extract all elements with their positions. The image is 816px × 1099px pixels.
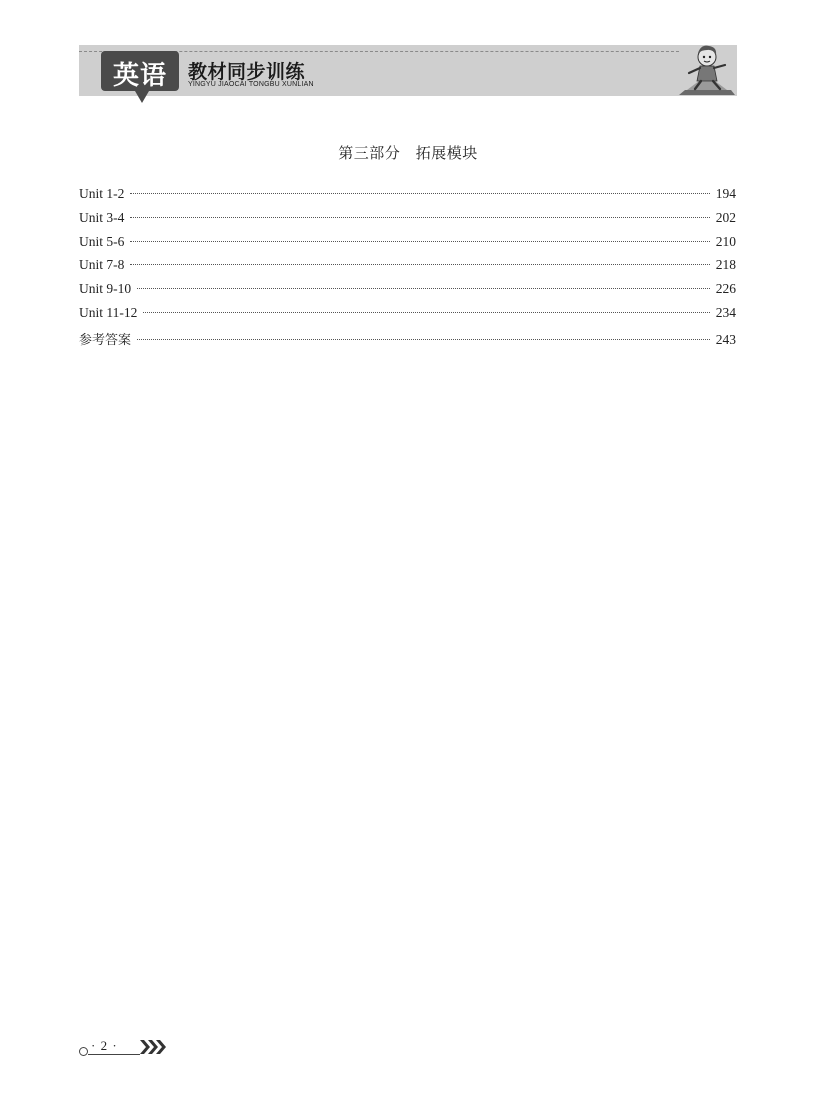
toc-entry-label: Unit 1-2	[79, 186, 125, 201]
series-title-pinyin: YINGYU JIAOCAI TONGBU XUNLIAN	[188, 81, 314, 88]
toc-entry[interactable]	[79, 329, 736, 353]
header-banner	[79, 45, 737, 96]
dot-leader	[137, 288, 710, 289]
toc-entry-label: Unit 9-10	[79, 281, 132, 297]
toc-entry[interactable]	[79, 281, 736, 305]
series-title: 教材同步训练	[188, 61, 306, 83]
toc-entry-page: 234	[715, 304, 736, 320]
toc-entry[interactable]	[79, 210, 736, 234]
toc-entry-page: 194	[715, 186, 736, 201]
toc-entry-page: 226	[715, 281, 736, 297]
subject-tag-label: 英语	[112, 61, 167, 91]
toc-entry[interactable]	[79, 186, 736, 210]
triple-chevron-right-icon	[139, 1039, 169, 1055]
subject-tag	[101, 51, 179, 91]
toc-entry-label: Unit 5-6	[79, 233, 125, 249]
dot-leader	[143, 312, 709, 313]
toc-entry-label: Unit 3-4	[79, 209, 125, 225]
section-title: 第三部分 拓展模块	[338, 144, 478, 162]
subject-tag-pointer	[135, 91, 149, 103]
page-footer	[79, 1037, 179, 1057]
dot-leader	[130, 217, 709, 218]
dot-leader	[130, 241, 709, 242]
page-number: · 2 ·	[91, 1038, 118, 1053]
toc-entry-page: 210	[715, 233, 736, 249]
toc-entry-page: 202	[715, 209, 736, 225]
toc-entry-label: Unit 11-12	[79, 304, 138, 320]
mascot-illustration-icon	[677, 43, 737, 96]
toc-entry-label: 参考答案	[79, 332, 132, 348]
circle-ornament-icon	[79, 1047, 88, 1056]
toc-entry-page: 243	[715, 331, 736, 347]
table-of-contents	[79, 186, 736, 353]
dot-leader	[130, 264, 709, 265]
toc-entry-page: 218	[715, 257, 736, 273]
toc-entry[interactable]	[79, 257, 736, 281]
footer-rule	[88, 1054, 140, 1055]
dot-leader	[130, 193, 709, 194]
dot-leader	[137, 339, 710, 340]
toc-entry[interactable]	[79, 305, 736, 329]
toc-entry[interactable]	[79, 234, 736, 258]
toc-entry-label: Unit 7-8	[79, 257, 125, 273]
